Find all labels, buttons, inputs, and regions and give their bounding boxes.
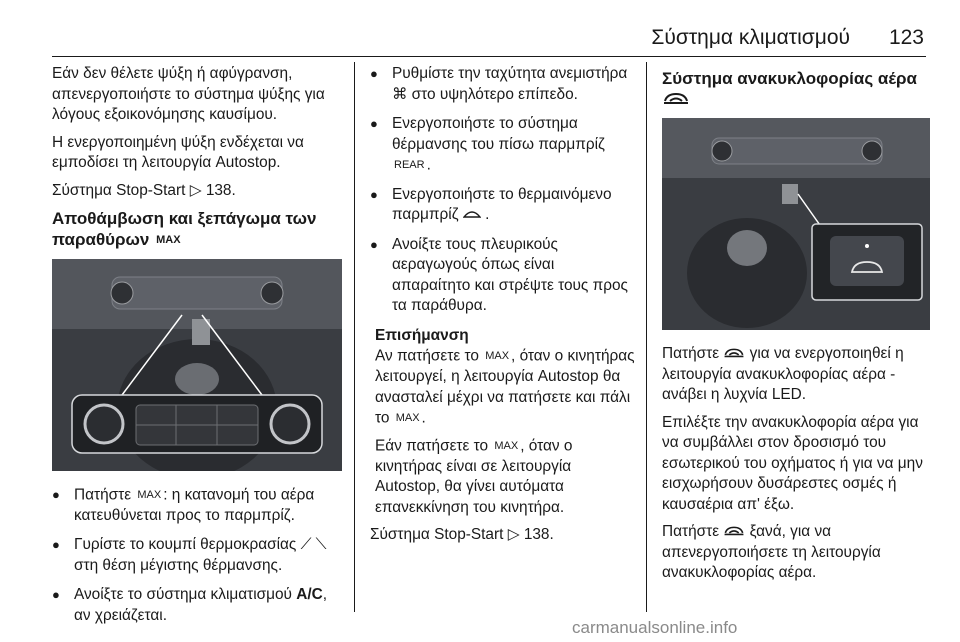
bullet-item: ● Ρυθμίστε την ταχύτητα ανεμιστήρα ⌘ στο υψηλότερο επίπεδο.	[370, 64, 636, 105]
paragraph: Πατήστε για να ενεργοποιηθεί η λειτουργία ανακυκλοφορίας αέρα - ανάβει η λυχνία LED.	[662, 345, 904, 403]
climate-panel-photo	[52, 259, 342, 471]
rear-window-heat-icon: REAR	[394, 159, 425, 171]
paragraph: Η ενεργοποιημένη ψύξη ενδέχεται να εμποδίσει τη λειτουργία Autostop.	[52, 133, 304, 171]
paragraph: Επιλέξτε την ανακυκλοφορία αέρα για να συμβάλλει στον δροσισμό του εσωτερικού του οχήματος ή για να μην εισχωρήσουν δυσάρεστες οσμές ή καυσαέρια απ' έξω.	[662, 413, 923, 513]
max-defrost-icon: MAX	[494, 439, 519, 452]
bullet-item: ● Γυρίστε το κουμπί θερμοκρασίας ⟋ ⟍ στη θέση μέγιστης θέρμανσης.	[52, 535, 342, 576]
recirculation-button-photo	[662, 118, 930, 330]
climate-panel-illustration	[52, 259, 342, 471]
heated-windscreen-icon	[463, 206, 485, 223]
bullet-item: ● Ενεργοποιήστε το θερμαινόμενο παρμπρίζ .	[370, 185, 636, 226]
recirculation-icon	[662, 90, 690, 109]
note-paragraph: Εάν πατήσετε το MAX , όταν ο κινητήρας είναι σε λειτουργία Autostop, θα γίνει αυτόματα επανεκκίνηση του κινητήρα.	[375, 437, 573, 516]
bullet-item: ● Ενεργοποιήστε το σύστημα θέρμανσης του πίσω παρμπρίζ REAR .	[370, 114, 636, 176]
watermark: carmanualsonline.info	[572, 618, 738, 637]
header-rule	[52, 56, 926, 57]
ac-label: A/C	[296, 586, 323, 604]
bullet-item: ● Ανοίξτε το σύστημα κλιματισμού A/C, αν χρειάζεται.	[52, 585, 342, 626]
header-title: Σύστημα κλιματισμού	[651, 26, 850, 49]
note-block	[370, 326, 636, 518]
bullet-item: ● Πατήστε MAX : η κατανομή του αέρα κατευθύνεται προς το παρμπρίζ.	[52, 485, 342, 526]
cross-reference: Σύστημα Stop-Start ▷ 138.	[370, 526, 554, 544]
column-divider	[646, 62, 647, 612]
max-defrost-icon: MAX	[156, 234, 181, 247]
paragraph: Πατήστε ξανά, για να απενεργοποιήσετε τη λειτουργία ανακυκλοφορίας αέρα.	[662, 523, 881, 581]
column-1	[52, 64, 342, 635]
recirculation-icon	[723, 523, 745, 540]
section-heading: Σύστημα ανακυκλοφορίας αέρα	[662, 68, 930, 110]
max-defrost-icon: MAX	[137, 489, 162, 502]
recirculation-icon	[723, 345, 745, 362]
note-title: Επισήμανση	[375, 326, 469, 344]
arrow-icon: ▷	[507, 526, 520, 544]
paragraph: Εάν δεν θέλετε ψύξη ή αφύγρανση, απενεργοποιήστε το σύστημα ψύξης για λόγους εξοικονόμησης καυσίμου.	[52, 65, 325, 123]
bullet-item: ● Ανοίξτε τους πλευρικούς αεραγωγούς όπως είναι απαραίτητο και στρέψτε τους προς τα παράθυρα.	[370, 235, 636, 317]
fan-icon: ⌘	[392, 85, 408, 103]
max-defrost-icon: MAX	[395, 412, 420, 425]
column-2	[370, 64, 636, 553]
page-number: 123	[888, 26, 924, 49]
temperature-knob-icon: ⟋ ⟍	[300, 536, 327, 554]
arrow-icon: ▷	[189, 181, 202, 199]
page-header	[0, 0, 960, 60]
recirculation-panel-illustration	[662, 118, 930, 330]
column-divider	[354, 62, 355, 612]
column-3	[662, 64, 930, 591]
max-defrost-icon: MAX	[485, 350, 510, 363]
section-heading: Αποθάμβωση και ξεπάγωμα των παραθύρων MAX	[52, 208, 342, 251]
cross-reference: Σύστημα Stop-Start ▷ 138.	[52, 181, 236, 199]
note-paragraph: Αν πατήσετε το MAX , όταν ο κινητήρας λειτουργεί, η λειτουργία Autostop θα ανασταλεί μέχρι να πατήσετε και πάλι το MAX .	[375, 346, 636, 429]
